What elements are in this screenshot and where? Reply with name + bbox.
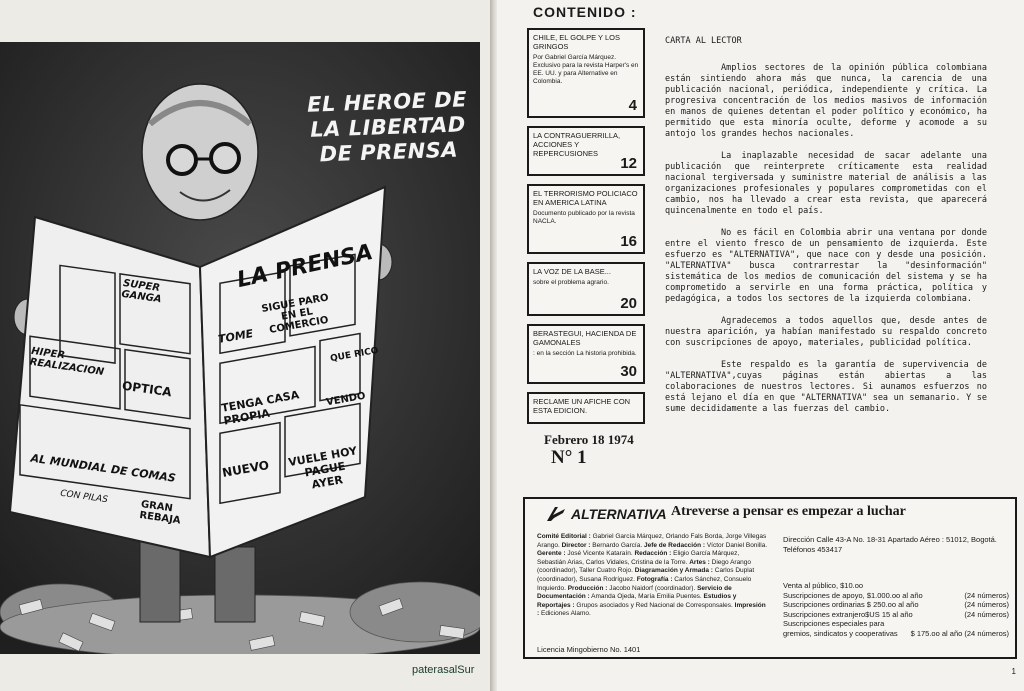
toc-page: 4 <box>628 97 637 114</box>
credit-label: Artes : <box>689 558 710 566</box>
credit-text: Carlos Sánchez, Consuelo Inquierdo. <box>537 575 752 592</box>
panel-label: AL MUNDIAL DE COMAS <box>29 451 177 485</box>
credit-text: José Vicente Kataraín. <box>565 550 635 558</box>
panel-label: TOME <box>217 327 255 346</box>
credit-text: Jacobo Naidorf (coordinador). <box>607 584 698 592</box>
credit-label: Impresión : <box>537 601 766 618</box>
credit-label: Gerente : <box>537 550 566 558</box>
cover-title-line: LA LIBERTAD <box>309 112 467 142</box>
price-row <box>783 610 1009 620</box>
panel-label: SUPER GANGA <box>120 277 163 306</box>
credit-label: Fotografía : <box>636 575 673 583</box>
price-value: 15 al año <box>881 609 913 619</box>
price-label: Suscripciones ordinarias $ <box>783 600 871 609</box>
price-value: $ 175.oo al año <box>910 628 963 638</box>
price-value: 250.oo al año <box>873 600 919 609</box>
letter-heading: CARTA AL LECTOR <box>665 36 742 46</box>
toc-item[interactable] <box>527 184 645 254</box>
price-label: Suscripciones extranjero$US <box>783 609 880 619</box>
price-label: Suscripciones especiales para gremios, sindicatos y cooperativas <box>783 619 898 638</box>
panel-label: HIPER REALIZACION <box>28 345 105 379</box>
logo-text: ALTERNATIVA <box>571 506 667 522</box>
credit-text: Bernardo García. <box>590 541 644 549</box>
toc-title: LA VOZ DE LA BASE... <box>533 267 611 276</box>
credit-label: Producción : <box>567 584 608 592</box>
credit-label: Servicio de Documentación : <box>537 584 732 601</box>
panel-label: OPTICA <box>121 378 173 400</box>
cover-title-line: DE PRENSA <box>319 137 459 167</box>
letter-paragraph: La inaplazable necesidad de sacar adelante una publicación que reinterprete críticamente esta realidad nacional tergiversada y suministre material de análisis a las organizaciones profesionales y populares comprometidas con el cambio, nos ha llevado a crear esta revista, que aparecerá quincenalmente en todo el país. <box>665 151 987 216</box>
panel-label: VENDO <box>325 390 367 409</box>
credit-label: Estudios y Reportajes : <box>537 593 737 609</box>
panel-label: NUEVO <box>221 458 271 480</box>
alternativa-logo <box>545 505 667 523</box>
price-label: Venta al público, <box>783 581 839 590</box>
credit-label: Diagramación y Armada : <box>634 567 713 575</box>
letter-paragraph: No es fácil en Colombia abrir una ventana por donde entre el viento fresco de un pensamiento de izquierda. Este esfuerzo es "ALTERNATIVA", que nace con y desde una posición. "ALTERNATIVA" busca contrarrestar la "desinformación" sistemática de los medios de comunicación del sistema y se ha comprometido a servirle en una forma práctica, política y pedagógica, a todos los sectores de la izquierda colombiana. <box>665 228 987 304</box>
price-note: (24 números) <box>964 628 1009 638</box>
toc-desc: Por Gabriel García Márquez. Exclusivo para la revista Harper's en EE. UU. y para Alternative en Colombia. <box>533 54 639 85</box>
toc-title: EL TERRORISMO POLICIACO EN AMERICA LATINA <box>533 189 638 207</box>
letter-paragraph: Agradecemos a todos aquellos que, desde antes de nuestra aparición, ya habían manifestado su respaldo concreto con suscripciones de apoyo, materiales, publicidad política. <box>665 316 987 348</box>
issue-date: Febrero 18 1974 <box>544 432 634 447</box>
toc-title: RECLAME UN AFICHE CON ESTA EDICION. <box>533 397 631 415</box>
credit-label: Redacción : <box>634 550 672 558</box>
cover-illustration <box>0 42 480 654</box>
letter-paragraph: Amplios sectores de la opinión pública colombiana están sintiendo ahora más que nunca, la carencia de una publicación nacional, periódica, independiente y crítica. La progresiva concentración de los medios masivos de información en manos de quienes detentan el poder político y económico, ha permitido que esta minoría oculte, deforme y acomode a su antojo los grandes hechos nacionales. <box>665 63 987 139</box>
letter-paragraph: Este respaldo es la garantía de supervivencia de "ALTERNATIVA",cuyas páginas están abiertas a las colaboraciones de nuestros lectores. Si aunamos esfuerzos no está lejano el día en que "ALTERNATIVA" sea un semanario. Y se sume decididamente a las fuerzas del cambio. <box>665 360 987 414</box>
credit-label: Comité Editorial : <box>537 533 591 540</box>
credit-text: Diego Arango (coordinador), Taller Cuatro Rojo. <box>537 558 752 575</box>
toc-item[interactable] <box>527 28 645 118</box>
price-row <box>783 619 1009 638</box>
credit-label: Director : <box>561 541 591 549</box>
panel-label: VUELE HOY PAGUE AYER <box>287 444 359 492</box>
logo-mark-icon <box>545 505 567 523</box>
price-note: (24 números) <box>964 609 1009 619</box>
credit-text: Víctor Daniel Bonilla. <box>705 541 768 549</box>
cover-title <box>297 87 480 168</box>
cover-title-line: EL HEROE DE <box>306 87 468 117</box>
price-note: (24 números) <box>964 590 1009 600</box>
price-row <box>783 581 1009 591</box>
credit-text: Ediciones Alamo. <box>539 610 591 618</box>
credit-text: Gabriel García Márquez, Orlando Fals Borda, Jorge Villegas Arango. <box>537 533 767 549</box>
toc-desc: : en la sección La historia prohibida. <box>533 350 637 357</box>
watermark: paterasalSur <box>412 664 475 676</box>
panel-label: GRAN REBAJA <box>138 499 182 527</box>
toc-item[interactable] <box>527 262 645 316</box>
price-row <box>783 591 1009 601</box>
letter-to-reader <box>665 36 987 426</box>
toc-item[interactable] <box>527 324 645 384</box>
toc-title: CHILE, EL GOLPE Y LOS GRINGOS <box>533 33 620 51</box>
toc-item[interactable] <box>527 126 645 176</box>
credit-text: Eligio García Márquez, Sebastián Arias, Carlos Vidales, Cristina de la Torre. <box>537 550 740 566</box>
toc-desc: sobre el problema agrario. <box>533 279 609 286</box>
credit-text: Amanda Ojeda, María Emilia Puentes. <box>589 593 704 601</box>
price-value: $10.oo <box>840 581 864 590</box>
panel-label: TENGA CASA PROPIA <box>220 388 301 428</box>
price-note: (24 números) <box>964 600 1009 609</box>
credit-label: Jefe de Redacción : <box>643 541 706 549</box>
license: Licencia Mingobierno No. 1401 <box>537 645 641 654</box>
panel-label: QUE RICO <box>329 345 380 365</box>
price-label: Suscripciones de apoyo, <box>783 590 865 600</box>
toc-desc: Documento publicado por la revista NACLA. <box>533 210 635 225</box>
toc-page: 30 <box>620 363 637 380</box>
address: Dirección Calle 43-A No. 18-31 Apartado Aéreo : 51012, Bogotá. Teléfonos 453417 <box>783 535 997 554</box>
credit-text: Carlos Duplat (coordinador), Susana Rodríguez. <box>537 567 755 583</box>
toc-item[interactable] <box>527 392 645 424</box>
toc-page: 20 <box>620 295 637 312</box>
page-number: 1 <box>1011 667 1016 676</box>
toc-title: LA CONTRAGUERRILLA, ACCIONES Y REPERCUSIONES <box>533 131 621 158</box>
credits <box>537 533 769 619</box>
issue-number: N° 1 <box>551 447 587 468</box>
price-list <box>783 581 1009 638</box>
newspaper-name: LA PRENSA <box>234 239 376 294</box>
contents-heading: CONTENIDO : <box>533 4 637 20</box>
panel-label: SIGUE PARO EN EL COMERCIO <box>260 292 330 336</box>
credit-text: Grupos asociados y Red Nacional de Corresponsales. <box>574 601 735 609</box>
price-value: $1.000.oo al año <box>866 590 923 600</box>
left-page <box>0 0 492 691</box>
toc-page: 16 <box>620 233 637 250</box>
panel-label: CON PILAS <box>59 488 109 506</box>
masthead <box>523 497 1017 659</box>
right-page <box>497 0 1024 691</box>
toc-page: 12 <box>620 155 637 172</box>
toc-title: BERASTEGUI, HACIENDA DE GAMONALES <box>533 329 637 347</box>
price-row <box>783 600 1009 610</box>
slogan: Atreverse a pensar es empezar a luchar <box>671 504 906 519</box>
